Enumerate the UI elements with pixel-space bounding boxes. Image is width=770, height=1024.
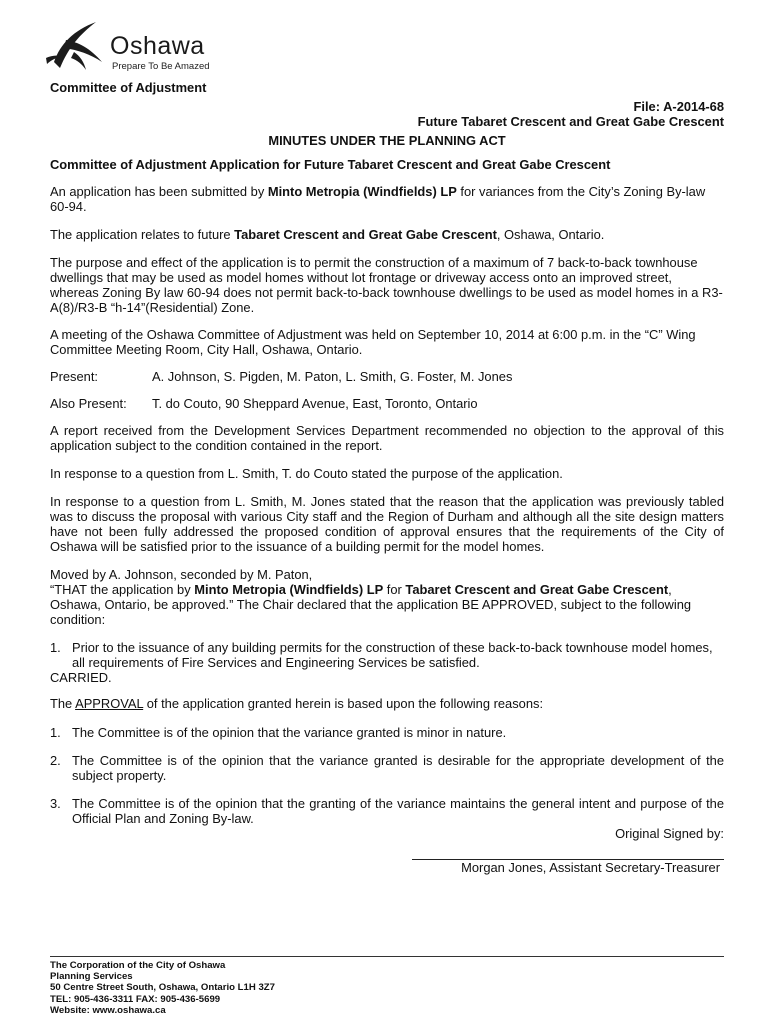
present-row [50,369,724,384]
paragraph-meeting: A meeting of the Oshawa Committee of Adjustment was held on September 10, 2014 at 6:00 p.m. in the “C” Wing Committee Meeting Room, City Hall, Oshawa, Ontario. [50,327,696,357]
application-subtitle: Committee of Adjustment Application for Future Tabaret Crescent and Great Gabe Crescent [50,157,611,172]
footer-address [50,960,275,1016]
reason-item: 2. The Committee is of the opinion that the variance granted is desirable for the appropriate development of the subject property. [50,753,724,783]
also-present-value: T. do Couto, 90 Sheppard Avenue, East, Toronto, Ontario [152,396,478,411]
paragraph-report: A report received from the Development Services Department recommended no objection to the approval of this application subject to the condition contained in the report. [50,423,724,453]
paragraph-question-2: In response to a question from L. Smith, M. Jones stated that the reason that the application was previously tabled was to discuss the proposal with various City staff and the Region of Durham and although all the site design matters have not been fully addressed the proposed condition of approval ensures that the requirements of the City of Oshawa will be satisfied prior to the issuance of a building permit for the model homes. [50,494,724,554]
approval-statement: The APPROVAL of the application granted herein is based upon the following reasons: [50,696,544,711]
footer-divider [50,956,724,957]
minutes-title: MINUTES UNDER THE PLANNING ACT [268,133,506,148]
footer-line: Planning Services [50,971,133,983]
motion-text: “THAT the application by Minto Metropia (Windfields) LP for Tabaret Crescent and Great Gabe Crescent, Oshawa, Ontario, be approved.” The Chair declared that the application BE APPROVED, subject to the following condition: [50,582,692,627]
paragraph-purpose: The purpose and effect of the application is to permit the construction of a maximum of 7 back-to-back townhouse dwellings that may be used as model homes without lot frontage or driveway access onto an improved street, whereas Zoning By law 60-94 does not permit back-to-back townhouse dwellings to be used as model homes in a R3-A(8)/R3-B “h-14”(Residential) Zone. [50,255,723,315]
logo-wordmark: Oshawa [110,32,205,60]
paragraph-question-1: In response to a question from L. Smith, T. do Couto stated the purpose of the application. [50,466,563,481]
oshawa-logo [44,18,244,74]
logo-tagline: Prepare To Be Amazed [112,61,210,72]
present-label: Present: [50,369,99,384]
signatory-name: Morgan Jones, Assistant Secretary-Treasurer [461,860,720,875]
condition-number: 1. [50,640,61,655]
condition-text: Prior to the issuance of any building permits for the construction of these back-to-back townhouse model homes, all requirements of Fire Services and Engineering Services be satisfied. [72,640,713,670]
file-number: File: A-2014-68 [633,99,724,114]
present-members: A. Johnson, S. Pigden, M. Paton, L. Smith, G. Foster, M. Jones [152,369,513,384]
file-location: Future Tabaret Crescent and Great Gabe Crescent [417,114,724,129]
original-signed: Original Signed by: [615,826,724,841]
carried-text: CARRIED. [50,670,112,685]
footer-line: The Corporation of the City of Oshawa [50,960,226,971]
also-present-label: Also Present: [50,396,127,411]
paragraph-application: An application has been submitted by Minto Metropia (Windfields) LP for variances from the City’s Zoning By-law 60-94. [50,184,706,214]
footer-line: 50 Centre Street South, Oshawa, Ontario L1H 3Z7 [50,982,275,994]
condition-item [50,640,724,670]
reason-item: 3. The Committee is of the opinion that the granting of the variance maintains the general intent and purpose of the Official Plan and Zoning By-law. [50,796,724,826]
also-present-row [50,396,724,411]
reason-item: 1. The Committee is of the opinion that the variance granted is minor in nature. [50,725,507,740]
paragraph-location: The application relates to future Tabaret Crescent and Great Gabe Crescent, Oshawa, Ontario. [50,227,605,242]
moved-line: Moved by A. Johnson, seconded by M. Paton, [50,567,313,582]
document-body [50,80,724,875]
committee-heading: Committee of Adjustment [50,80,207,95]
footer-line: TEL: 905-436-3311 FAX: 905-436-5699 [50,993,221,1005]
oshawa-swoosh-icon [44,18,110,74]
footer-website: Website: www.oshawa.ca [50,1004,166,1016]
